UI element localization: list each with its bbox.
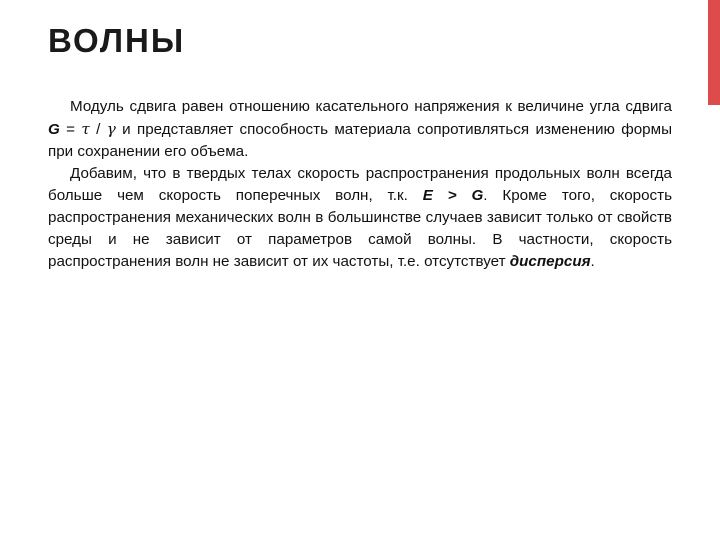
slide-body — [48, 96, 672, 273]
text: Добавим, что в твердых телах скорость распространения продольных волн всегда больше чем скорость поперечных волн, т.к. — [48, 165, 672, 204]
text: . Кроме того, скорость распространения механических волн в большинстве случаев зависит только от свойств среды и не зависит от параметров самой волны. В частности, скорость распространения волн не зависит от их частоты, т.е. отсутствует — [48, 187, 673, 270]
symbol-gamma: γ — [106, 120, 116, 138]
term-dispersion: дисперсия — [509, 253, 591, 270]
text: и представляет способность материала сопротивляться изменению формы при сохранении его объема. — [48, 121, 672, 160]
paragraph-wave-speed — [48, 163, 672, 273]
accent-bar — [708, 0, 720, 105]
slide-title: ВОЛНЫ — [48, 22, 186, 59]
text: . — [590, 253, 595, 270]
paragraph-shear-modulus — [48, 96, 672, 163]
text: = — [59, 121, 82, 138]
symbol-g: G — [471, 187, 484, 204]
text: Модуль сдвига равен отношению касательного напряжения к величине угла сдвига — [70, 98, 672, 115]
text: / — [89, 121, 107, 138]
symbol-tau: τ — [81, 120, 90, 138]
symbol-g: G — [48, 121, 60, 138]
symbol-e: E — [422, 187, 433, 204]
symbol-gt: > — [432, 187, 472, 204]
